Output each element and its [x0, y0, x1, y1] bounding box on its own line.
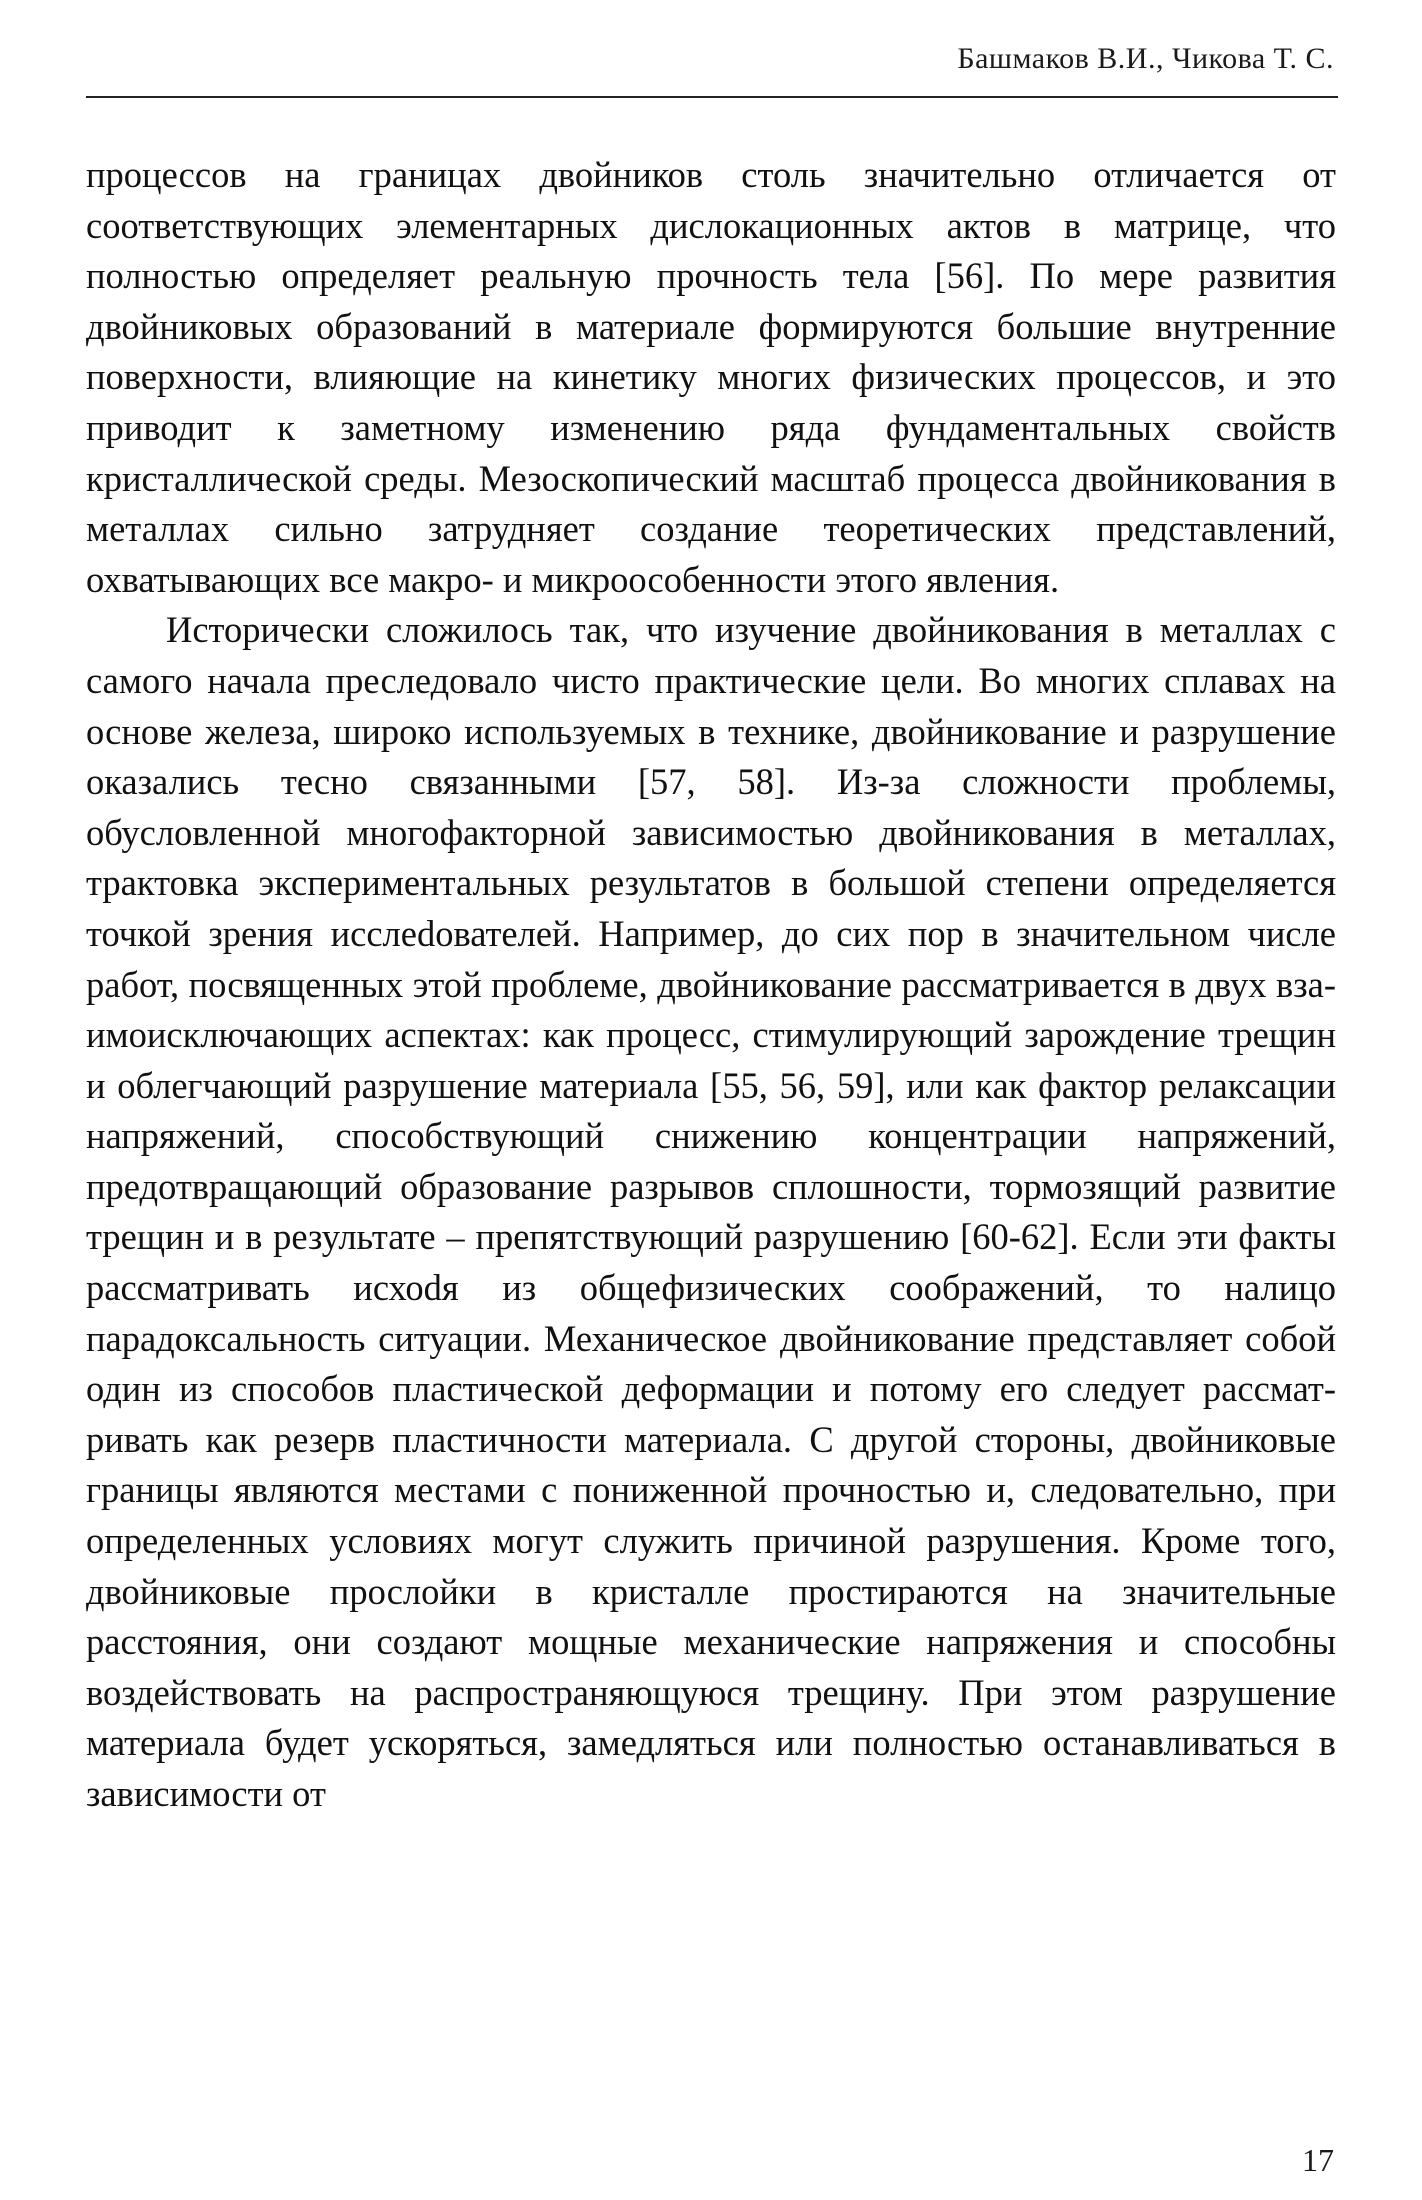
running-header: Башмаков В.И., Чикова Т. С. — [957, 42, 1334, 75]
paragraph: Исторически сложилось так, что изучение двойникования в металлах с самого начала преследовало чисто практические цели. Во многих сплавах на основе железа, широко используемых в технике, двойникование и разрушение оказались тесно связанными [57, 58]. Из-за сложности проблемы, обусловленной многофакторной зависимостью двойникования в металлах, трактовка экспериментальных результатов в большой степени определяется точкой зрения исслеdователей. Например, до сих пор в значительном числе работ, посвященных этой проблеме, двойникование рассматривается в двух взаимоисключающих аспектах: как процесс, стимулирующий зарождение трещин и облегчающий разрушение материала [55, 56, 59], или как фактор релаксации напряжений, способствующий снижению концентрации напряжений, предотвращающий образование разрывов сплошности, тормозящий развитие трещин и в результате – препятствующий разрушению [60-62]. Если эти факты рассматривать исхоdя из общефизических соображений, то налицо парадоксальность ситуации. Механическое двойникование представляет собой один из способов пластической деформации и потому его следует рассматривать как резерв пластичности материала. С другой стороны, двойниковые границы являются местами с пониженной прочностью и, следовательно, при определенных условиях могут служить причиной разрушения. Кроме того, двойниковые прослойки в кристалле простираются на значительные расстояния, они создают мощные механические напряжения и способны воздействовать на распространяющуюся трещину. При этом разрушение материала будет ускоряться, замедляться или полностью останавливаться в зависимости от — [86, 609, 1336, 1814]
header-rule — [86, 96, 1338, 98]
page-number: 17 — [1302, 2142, 1334, 2178]
paragraph-continuation: процессов на границах двойников столь значительно отличается от соответствующих элементарных дислокационных актов в матрице, что полностью определяет реальную прочность тела [56]. По мере развития двойниковых образований в материале формируются большие внутренние поверхности, влияющие на кинетику многих физических процессов, и это приводит к заметному изменению ряда фундаментальных свойств кристаллической среды. Мезоскопический масштаб процесса двойникования в металлах сильно затрудняет создание теоретических представлений, охватывающих все макро- и микроособенности этого явления. — [86, 154, 1336, 600]
body-text — [86, 150, 1336, 1820]
